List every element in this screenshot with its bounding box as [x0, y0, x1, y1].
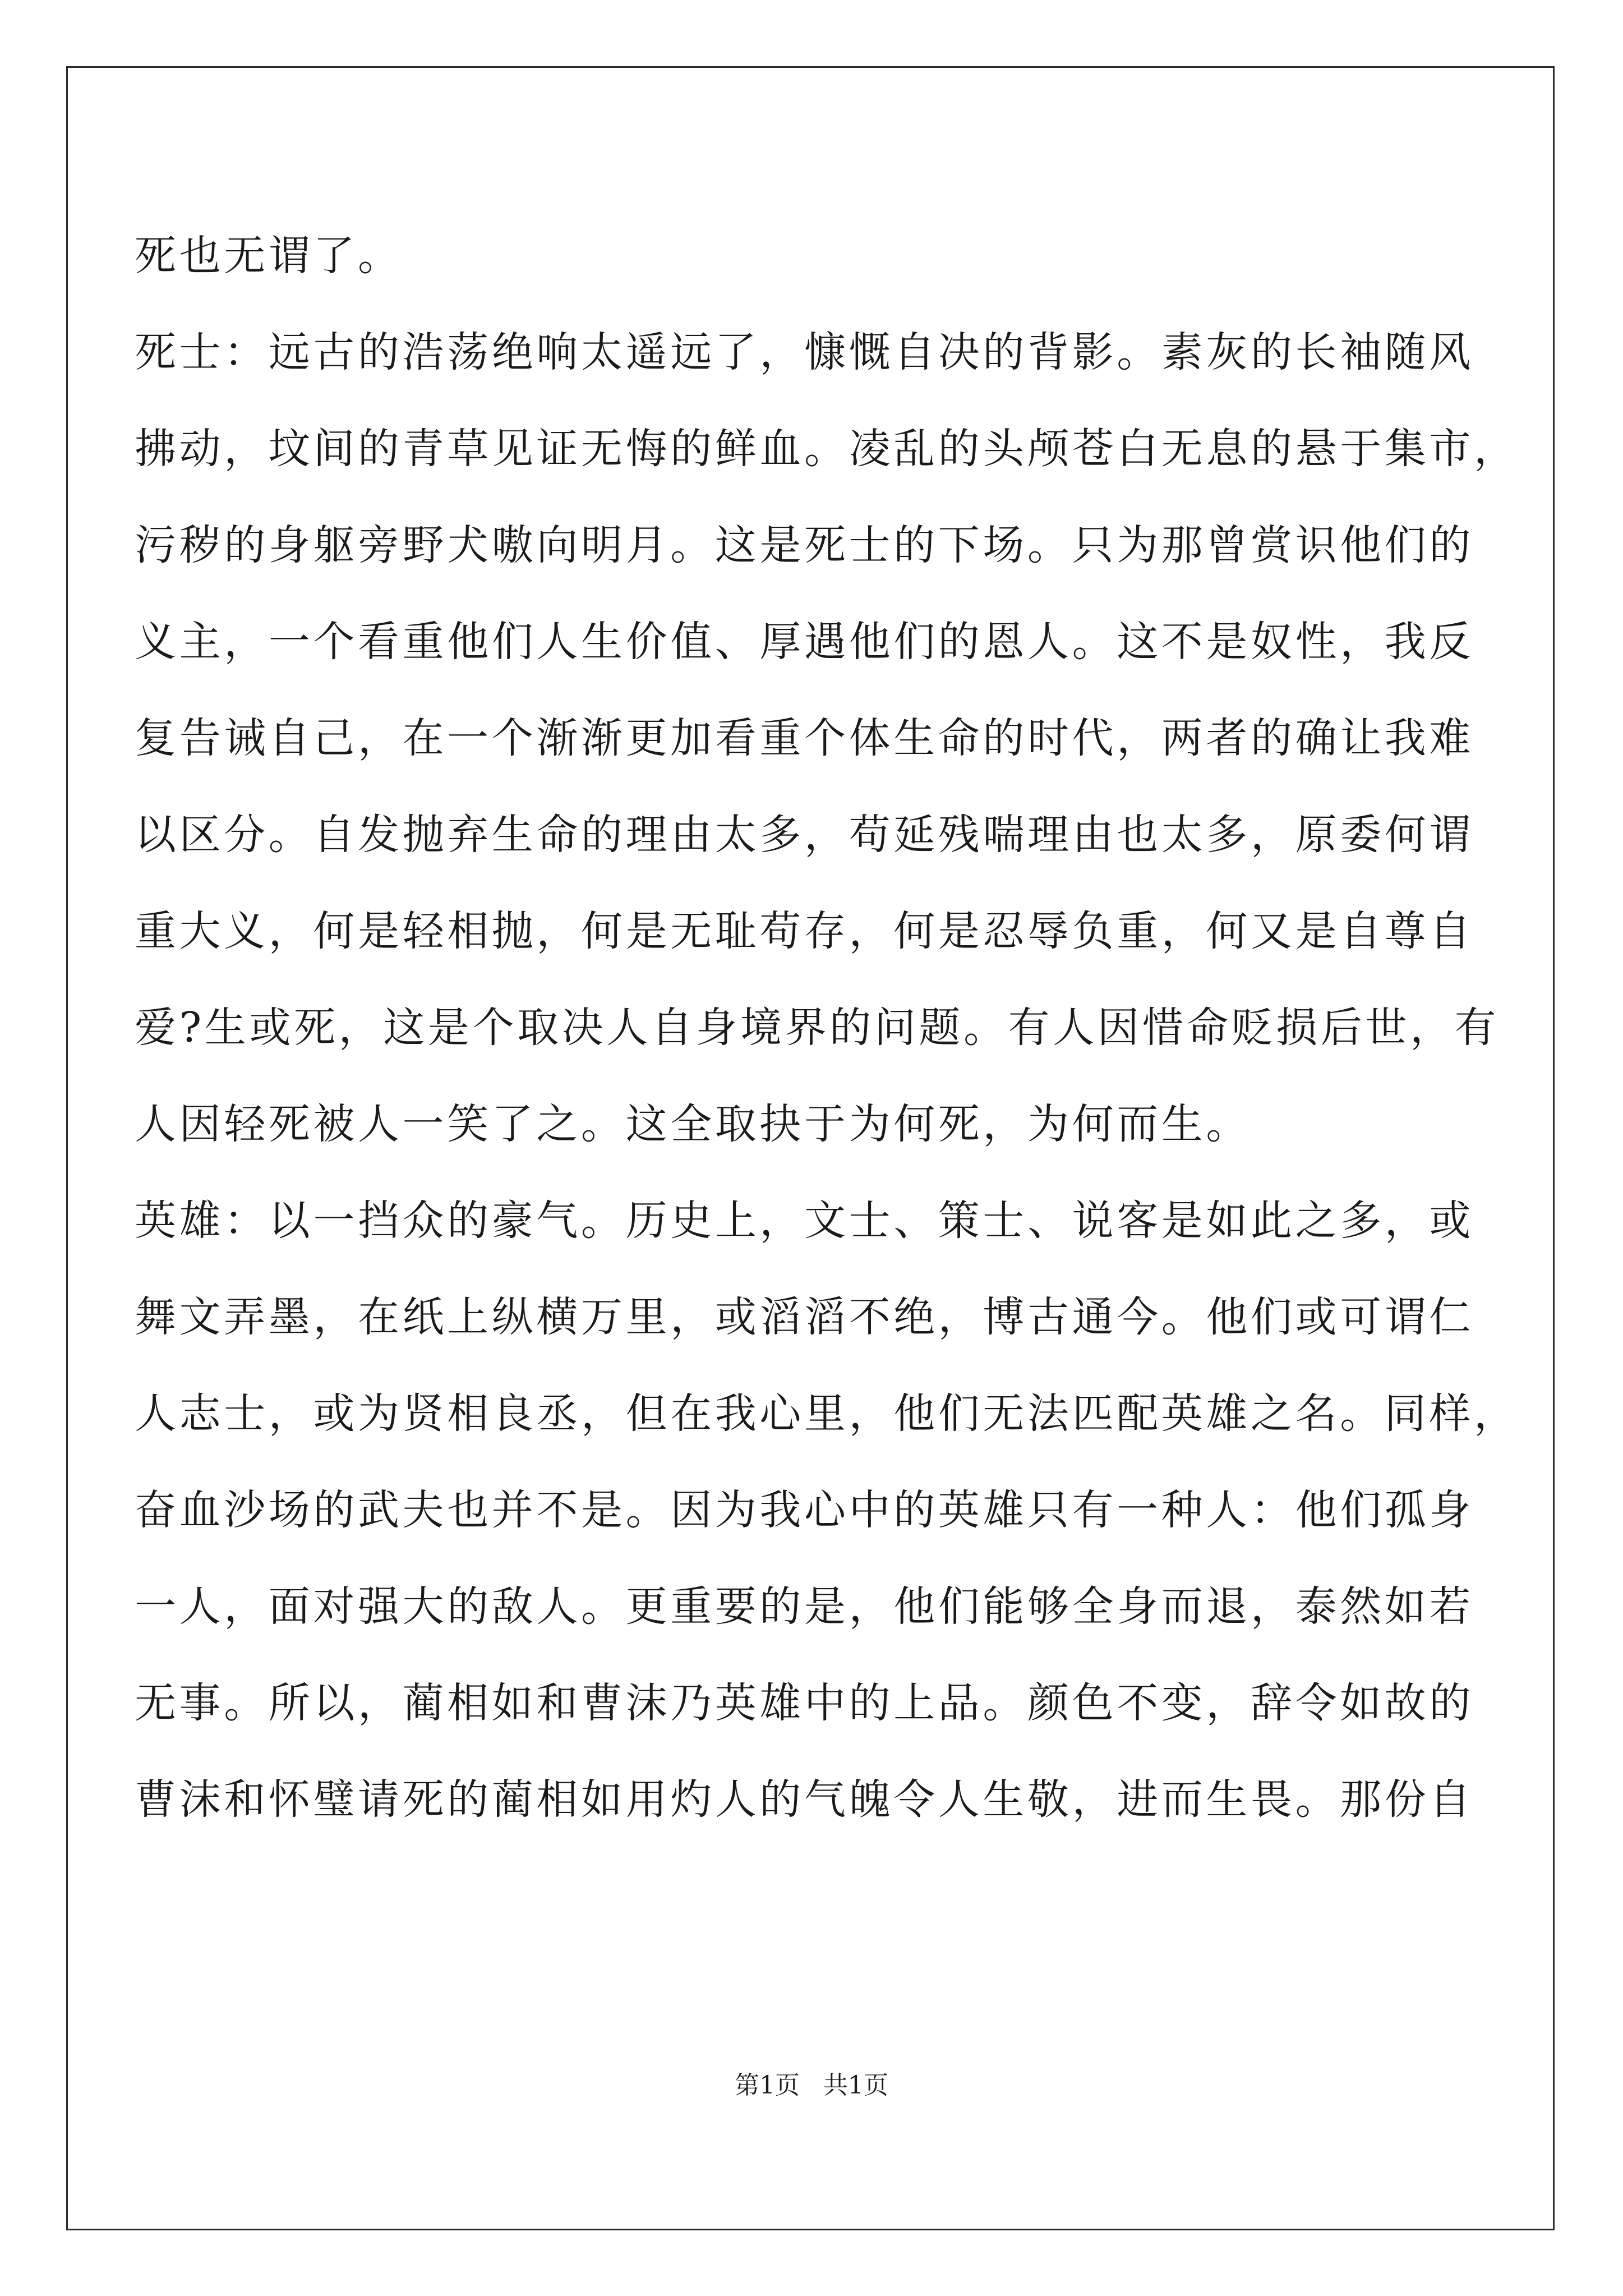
text-line: 义主，一个看重他们人生价值、厚遇他们的恩人。这不是奴性，我反 [135, 618, 1474, 666]
text-line: 奋血沙场的武夫也并不是。因为我心中的英雄只有一种人：他们孤身 [135, 1486, 1474, 1534]
text-line: 拂动，坟间的青草见证无悔的鲜血。凌乱的头颅苍白无息的悬于集市， [135, 425, 1519, 473]
text-line: 以区分。自发抛弃生命的理由太多，苟延残喘理由也太多，原委何谓 [135, 811, 1474, 859]
text-line: 死士：远古的浩荡绝响太遥远了，慷慨自决的背影。素灰的长袖随风 [135, 328, 1474, 376]
page-footer: 第1页 共1页 [735, 2071, 888, 2100]
text-line: 爱?生或死，这是个取决人自身境界的问题。有人因惜命贬损后世，有 [135, 1004, 1500, 1052]
document-body [135, 208, 1519, 1848]
text-line: 重大义，何是轻相抛，何是无耻苟存，何是忍辱负重，何又是自尊自 [135, 907, 1474, 955]
text-line: 舞文弄墨，在纸上纵横万里，或滔滔不绝，博古通今。他们或可谓仁 [135, 1293, 1474, 1341]
text-line: 一人，面对强大的敌人。更重要的是，他们能够全身而退，泰然如若 [135, 1582, 1474, 1631]
text-line: 污秽的身躯旁野犬嗷向明月。这是死士的下场。只为那曾赏识他们的 [135, 521, 1474, 569]
text-line: 人志士，或为贤相良丞，但在我心里，他们无法匹配英雄之名。同样， [135, 1389, 1519, 1438]
text-line: 死也无谓了。 [135, 232, 403, 280]
text-line: 无事。所以，蔺相如和曹沫乃英雄中的上品。颜色不变，辞令如故的 [135, 1679, 1474, 1727]
text-line: 复告诫自己，在一个渐渐更加看重个体生命的时代，两者的确让我难 [135, 714, 1474, 762]
text-line: 英雄：以一挡众的豪气。历史上，文士、策士、说客是如此之多，或 [135, 1197, 1474, 1245]
text-line: 人因轻死被人一笑了之。这全取抉于为何死，为何而生。 [135, 1100, 1251, 1148]
text-line: 曹沫和怀璧请死的蔺相如用灼人的气魄令人生敬，进而生畏。那份自 [135, 1775, 1474, 1824]
